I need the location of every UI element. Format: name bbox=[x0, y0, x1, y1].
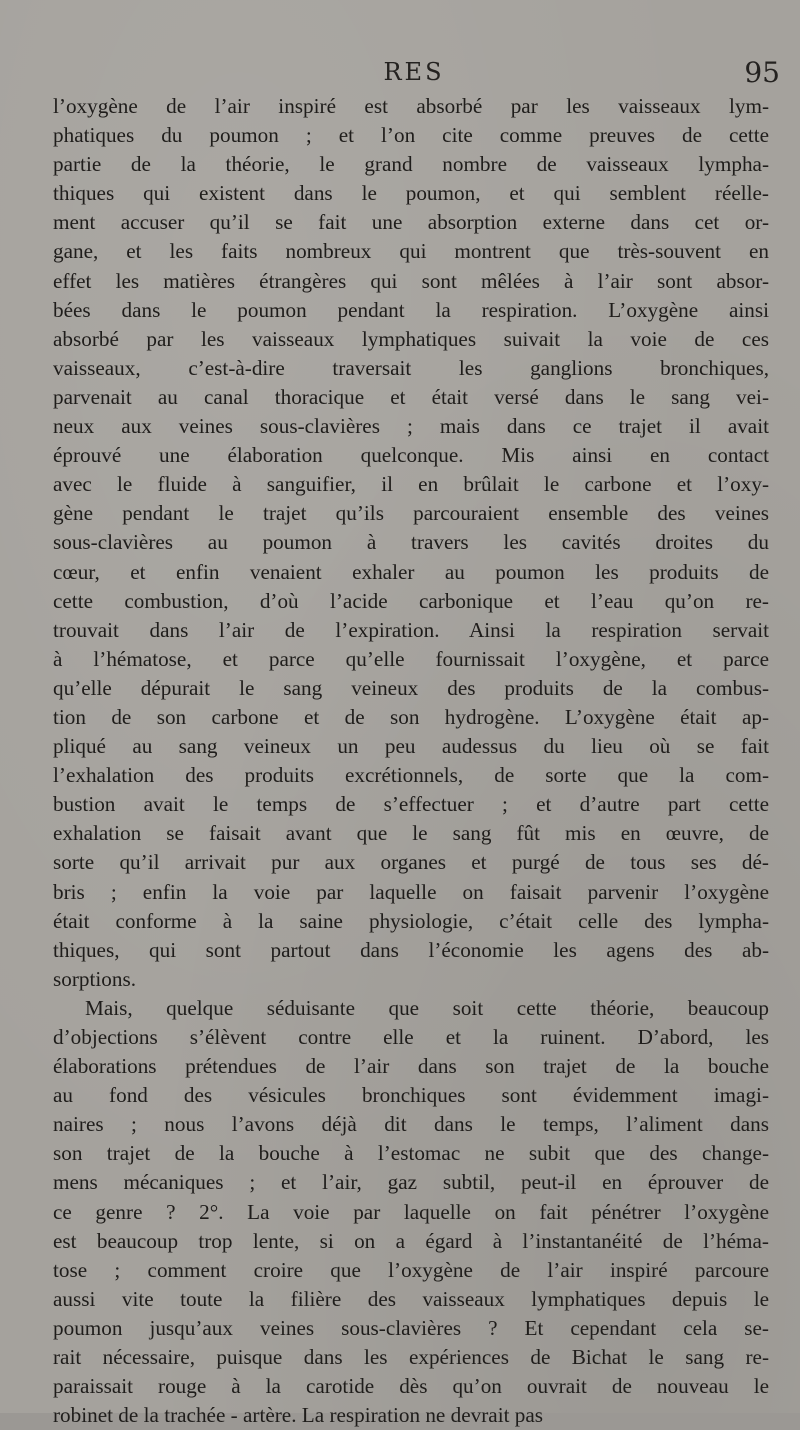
text-line: bris ; enfin la voie par laquelle on faisait parvenir l’oxygène bbox=[53, 879, 769, 904]
text-line: cœur, et enfin venaient exhaler au poumon les produits de bbox=[53, 559, 769, 584]
text-line: paraissait rouge à la carotide dès qu’on ouvrait de nouveau le bbox=[53, 1374, 769, 1399]
text-line: rait nécessaire, puisque dans les expériences de Bichat le sang re- bbox=[53, 1345, 769, 1370]
text-line: trouvait dans l’air de l’expiration. Ainsi la respiration servait bbox=[53, 617, 769, 642]
text-line: mens mécaniques ; et l’air, gaz subtil, peut-il en éprouver de bbox=[53, 1170, 769, 1195]
text-line: bées dans le poumon pendant la respiration. L’oxygène ainsi bbox=[53, 297, 769, 322]
text-line: sorte qu’il arrivait pur aux organes et purgé de tous ses dé- bbox=[53, 850, 769, 875]
paragraph bbox=[53, 92, 769, 994]
text-line: thiques qui existent dans le poumon, et qui semblent réelle- bbox=[53, 181, 769, 206]
text-line: gène pendant le trajet qu’ils parcouraient ensemble des veines bbox=[53, 501, 769, 526]
text-line: au fond des vésicules bronchiques sont évidemment imagi- bbox=[53, 1083, 769, 1108]
text-line: pliqué au sang veineux un peu audessus du lieu où se fait bbox=[53, 734, 769, 759]
text-line: ment accuser qu’il se fait une absorption externe dans cet or- bbox=[53, 210, 769, 235]
text-line: neux aux veines sous-clavières ; mais dans ce trajet il avait bbox=[53, 414, 769, 439]
text-line: vaisseaux, c’est-à-dire traversait les ganglions bronchiques, bbox=[53, 355, 769, 380]
text-line: effet les matières étrangères qui sont mêlées à l’air sont absor- bbox=[53, 268, 769, 293]
text-line: qu’elle dépurait le sang veineux des produits de la combus- bbox=[53, 675, 769, 700]
text-line: parvenait au canal thoracique et était versé dans le sang vei- bbox=[53, 384, 769, 409]
text-line: robinet de la trachée - artère. La respiration ne devrait pas bbox=[53, 1403, 544, 1428]
text-line: thiques, qui sont partout dans l’économie les agens des ab- bbox=[53, 937, 769, 962]
text-line: sous-clavières au poumon à travers les cavités droites du bbox=[53, 530, 769, 555]
text-line: sorptions. bbox=[53, 966, 136, 991]
text-line: absorbé par les vaisseaux lymphatiques suivait la voie de ces bbox=[53, 326, 769, 351]
text-line: aussi vite toute la filière des vaisseaux lymphatiques depuis le bbox=[53, 1286, 769, 1311]
text-line: exhalation se faisait avant que le sang fût mis en œuvre, de bbox=[53, 821, 769, 846]
page-number: 95 bbox=[744, 56, 780, 89]
body-text bbox=[53, 92, 769, 1430]
text-line: l’oxygène de l’air inspiré est absorbé par les vaisseaux lym- bbox=[53, 94, 769, 118]
text-line: est beaucoup trop lente, si on a égard à l’instantanéité de l’héma- bbox=[53, 1228, 769, 1253]
text-line: partie de la théorie, le grand nombre de vaisseaux lympha- bbox=[53, 152, 769, 177]
running-head: RES bbox=[383, 58, 445, 86]
text-line: Mais, quelque séduisante que soit cette théorie, beaucoup bbox=[85, 995, 769, 1020]
text-line: son trajet de la bouche à l’estomac ne subit que des change- bbox=[53, 1141, 769, 1166]
text-line: était conforme à la saine physiologie, c’était celle des lympha- bbox=[53, 908, 769, 933]
paragraph bbox=[53, 994, 769, 1430]
text-line: ce genre ? 2°. La voie par laquelle on fait pénétrer l’oxygène bbox=[53, 1199, 769, 1224]
text-line: à l’hématose, et parce qu’elle fournissait l’oxygène, et parce bbox=[53, 646, 769, 671]
text-line: bustion avait le temps de s’effectuer ; et d’autre part cette bbox=[53, 792, 769, 817]
text-line: poumon jusqu’aux veines sous-clavières ? Et cependant cela se- bbox=[53, 1315, 769, 1340]
text-line: l’exhalation des produits excrétionnels, de sorte que la com- bbox=[53, 763, 769, 788]
text-line: cette combustion, d’où l’acide carbonique et l’eau qu’on re- bbox=[53, 588, 769, 613]
text-line: tose ; comment croire que l’oxygène de l’air inspiré parcoure bbox=[53, 1257, 769, 1282]
text-line: gane, et les faits nombreux qui montrent que très-souvent en bbox=[53, 239, 769, 264]
text-line: élaborations prétendues de l’air dans son trajet de la bouche bbox=[53, 1054, 769, 1079]
text-line: naires ; nous l’avons déjà dit dans le temps, l’aliment dans bbox=[53, 1112, 769, 1137]
text-line: phatiques du poumon ; et l’on cite comme preuves de cette bbox=[53, 123, 769, 148]
text-line: tion de son carbone et de son hydrogène. L’oxygène était ap- bbox=[53, 704, 769, 729]
text-line: d’objections s’élèvent contre elle et la ruinent. D’abord, les bbox=[53, 1025, 769, 1049]
text-line: éprouvé une élaboration quelconque. Mis ainsi en contact bbox=[53, 443, 769, 468]
text-line: avec le fluide à sanguifier, il en brûlait le carbone et l’oxy- bbox=[53, 472, 769, 497]
